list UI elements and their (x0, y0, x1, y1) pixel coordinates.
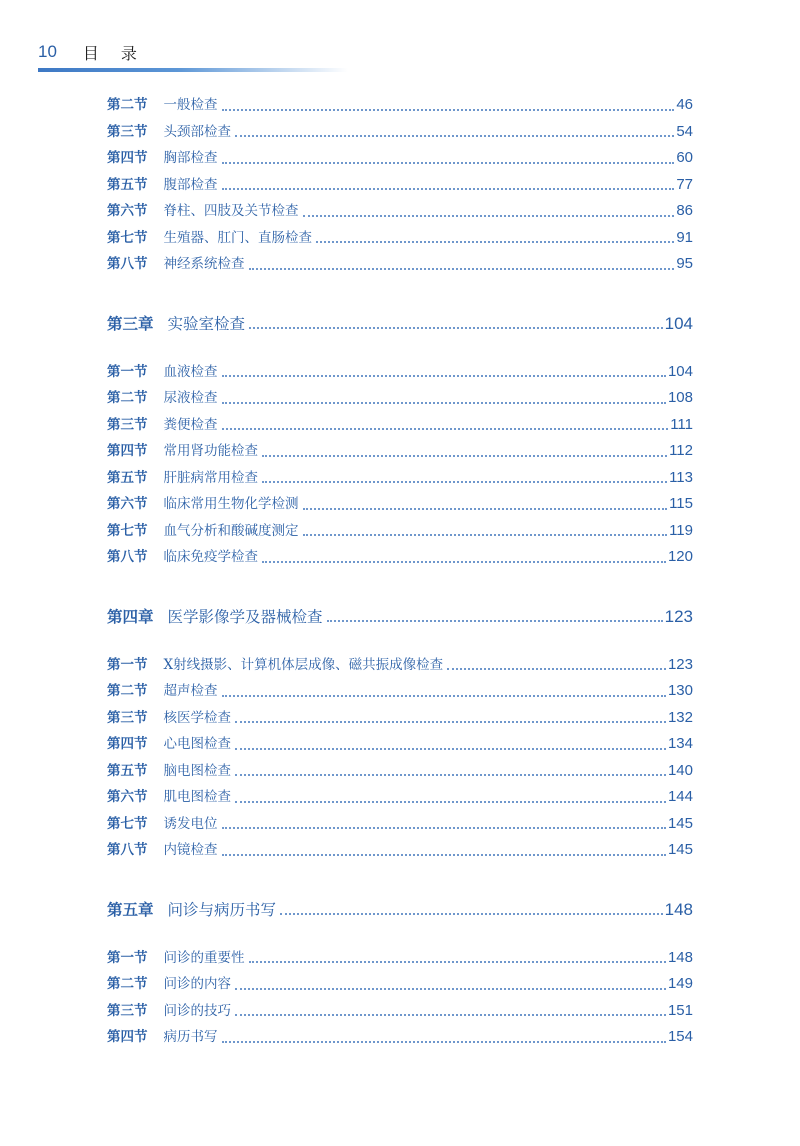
page-reference: 119 (669, 521, 693, 539)
section-number: 第八节 (107, 549, 148, 565)
section-number: 第四节 (107, 150, 148, 166)
page-reference: 144 (667, 788, 693, 805)
toc-section-row[interactable] (107, 92, 693, 119)
section-title: 问诊的重要性 (163, 949, 245, 966)
section-number: 第六节 (107, 203, 148, 219)
dot-leader (447, 667, 666, 670)
dot-leader (235, 773, 666, 776)
page-reference: 134 (667, 735, 693, 752)
section-title: 肝脏病常用检查 (163, 469, 258, 486)
toc-section-row[interactable] (107, 465, 693, 492)
section-title: 问诊的内容 (163, 976, 231, 992)
section-title: 肌电图检查 (163, 789, 231, 805)
page-reference: 140 (667, 761, 693, 779)
page-reference: 149 (667, 975, 693, 992)
table-of-contents (107, 92, 693, 1051)
page-reference: 46 (676, 96, 693, 113)
section-number: 第六节 (107, 789, 148, 805)
section-title: 尿液检查 (163, 390, 218, 406)
dot-leader (303, 214, 675, 217)
section-number: 第三节 (107, 1002, 148, 1019)
dot-leader (262, 480, 667, 483)
page-reference: 120 (667, 548, 693, 565)
dot-leader (303, 507, 668, 510)
section-title: 核医学检查 (163, 709, 231, 726)
section-number: 第二节 (107, 390, 148, 406)
page-reference: 148 (667, 948, 693, 966)
section-title: 脑电图检查 (163, 762, 231, 779)
dot-leader (222, 187, 675, 190)
dot-leader (222, 374, 666, 377)
dot-leader (222, 694, 666, 697)
page-reference: 145 (667, 814, 693, 832)
section-title: 临床常用生物化学检测 (163, 496, 299, 512)
page-reference: 108 (667, 389, 693, 406)
section-number: 第七节 (107, 815, 148, 832)
toc-chapter-row[interactable] (107, 309, 693, 339)
dot-leader (235, 800, 666, 803)
page-reference: 77 (676, 175, 693, 193)
section-title: 头颈部检查 (163, 123, 231, 140)
dot-leader (235, 747, 666, 750)
toc-section-row[interactable] (107, 945, 693, 972)
section-number: 第四节 (107, 443, 148, 459)
page-reference: 123 (667, 655, 693, 673)
section-title: 血液检查 (163, 363, 218, 380)
toc-section-row[interactable] (107, 1024, 693, 1051)
page-reference: 115 (669, 495, 693, 512)
page-reference: 60 (676, 149, 693, 166)
section-number: 第四节 (107, 736, 148, 752)
toc-section-row[interactable] (107, 359, 693, 386)
toc-section-row[interactable] (107, 758, 693, 785)
toc-section-row[interactable] (107, 412, 693, 439)
dot-leader (249, 267, 675, 270)
toc-section-row[interactable] (107, 784, 693, 811)
section-number: 第五节 (107, 469, 148, 486)
toc-chapter-row[interactable] (107, 602, 693, 632)
page-number: 10 (38, 42, 57, 61)
page-reference: 132 (667, 708, 693, 726)
running-header (38, 40, 159, 64)
dot-leader (316, 240, 674, 243)
section-title: 一般检查 (163, 97, 218, 113)
dot-leader (303, 533, 668, 536)
dot-leader (222, 401, 666, 404)
section-title: 神经系统检查 (163, 256, 245, 272)
toc-section-row[interactable] (107, 385, 693, 412)
section-number: 第三节 (107, 123, 148, 140)
toc-section-row[interactable] (107, 438, 693, 465)
section-number: 第三节 (107, 416, 148, 433)
section-number: 第二节 (107, 683, 148, 699)
section-number: 第五节 (107, 176, 148, 193)
toc-section-row[interactable] (107, 837, 693, 864)
section-number: 第二节 (107, 97, 148, 113)
page-reference: 151 (667, 1001, 693, 1019)
toc-section-row[interactable] (107, 731, 693, 758)
toc-section-row[interactable] (107, 998, 693, 1025)
section-title: 腹部检查 (163, 176, 218, 193)
section-title: 胸部检查 (163, 150, 218, 166)
toc-section-row[interactable] (107, 119, 693, 146)
section-title: 心电图检查 (163, 736, 231, 752)
page-reference: 54 (676, 122, 693, 140)
toc-section-row[interactable] (107, 652, 693, 679)
dot-leader (222, 161, 675, 164)
dot-leader (249, 326, 663, 329)
section-number: 第三节 (107, 709, 148, 726)
page-reference: 111 (670, 415, 693, 433)
toc-section-row[interactable] (107, 198, 693, 225)
page-reference: 130 (667, 682, 693, 699)
section-title: 内镜检查 (163, 842, 218, 858)
toc-section-row[interactable] (107, 145, 693, 172)
section-title: 生殖器、肛门、直肠检查 (163, 229, 312, 246)
toc-chapter-row[interactable] (107, 895, 693, 925)
section-number: 第五节 (107, 762, 148, 779)
dot-leader (235, 720, 666, 723)
page-reference: 112 (669, 442, 693, 459)
section-number: 第一节 (107, 363, 148, 380)
toc-section-row[interactable] (107, 971, 693, 998)
section-number: 第二节 (107, 976, 148, 992)
chapter-number: 第五章 (107, 900, 154, 919)
dot-leader (262, 560, 666, 563)
dot-leader (235, 987, 666, 990)
section-number: 第七节 (107, 229, 148, 246)
header-title: 目录 (82, 43, 159, 63)
section-number: 第七节 (107, 522, 148, 539)
toc-section-row[interactable] (107, 251, 693, 278)
section-number: 第六节 (107, 496, 148, 512)
dot-leader (222, 1040, 666, 1043)
toc-section-row[interactable] (107, 172, 693, 199)
toc-section-row[interactable] (107, 518, 693, 545)
section-title: 常用肾功能检查 (163, 443, 258, 459)
toc-section-row[interactable] (107, 811, 693, 838)
section-title: 问诊的技巧 (163, 1002, 231, 1019)
section-title: 血气分析和酸碱度测定 (163, 522, 299, 539)
dot-leader (280, 912, 663, 915)
section-title: 临床免疫学检查 (163, 549, 258, 565)
page-reference: 145 (667, 841, 693, 858)
toc-section-row[interactable] (107, 491, 693, 518)
section-number: 第一节 (107, 949, 148, 966)
dot-leader (222, 108, 675, 111)
page-reference: 123 (664, 606, 693, 626)
dot-leader (222, 853, 666, 856)
dot-leader (327, 619, 663, 622)
chapter-title: 实验室检查 (167, 314, 246, 333)
section-title: 诱发电位 (163, 815, 218, 832)
section-number: 第八节 (107, 842, 148, 858)
dot-leader (249, 960, 666, 963)
section-title: 超声检查 (163, 683, 218, 699)
section-title: X射线摄影、计算机体层成像、磁共振成像检查 (163, 656, 444, 673)
section-number: 第一节 (107, 656, 148, 673)
dot-leader (262, 454, 667, 457)
section-number: 第八节 (107, 256, 148, 272)
page-reference: 104 (667, 362, 693, 380)
dot-leader (235, 1013, 666, 1016)
toc-section-row[interactable] (107, 544, 693, 571)
chapter-title: 问诊与病历书写 (167, 900, 277, 919)
page-reference: 86 (676, 202, 693, 219)
dot-leader (235, 134, 674, 137)
toc-section-row[interactable] (107, 678, 693, 705)
page-reference: 113 (669, 468, 693, 486)
chapter-number: 第四章 (107, 607, 154, 626)
page-reference: 148 (664, 899, 693, 919)
section-number: 第四节 (107, 1029, 148, 1045)
section-title: 脊柱、四肢及关节检查 (163, 203, 299, 219)
page-reference: 104 (664, 313, 693, 333)
dot-leader (222, 826, 666, 829)
toc-section-row[interactable] (107, 225, 693, 252)
dot-leader (222, 427, 669, 430)
page-reference: 154 (667, 1028, 693, 1045)
section-title: 粪便检查 (163, 416, 218, 433)
chapter-number: 第三章 (107, 314, 154, 333)
header-rule (38, 68, 348, 72)
chapter-title: 医学影像学及器械检查 (167, 607, 323, 626)
toc-section-row[interactable] (107, 705, 693, 732)
page-reference: 95 (676, 255, 693, 272)
page-reference: 91 (676, 228, 693, 246)
section-title: 病历书写 (163, 1029, 218, 1045)
